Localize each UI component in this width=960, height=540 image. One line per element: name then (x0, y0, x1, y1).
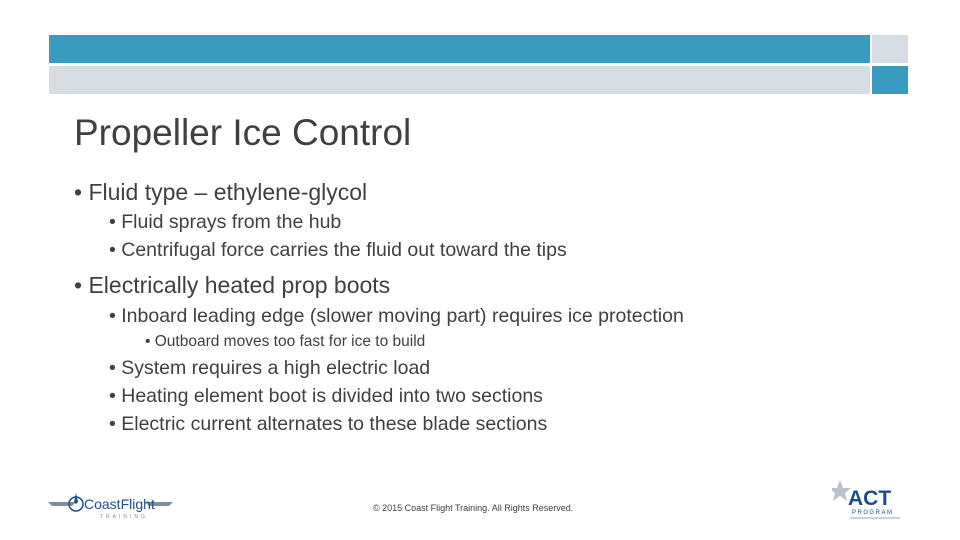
act-program-logo (832, 478, 912, 523)
bullet-level2 (109, 413, 547, 436)
logo-left-text: CoastFlight (84, 496, 155, 512)
bullet-level2 (109, 239, 567, 262)
header-bar-gray-block (872, 35, 908, 63)
bullet-dot: • (74, 272, 83, 298)
bullet-text: Centrifugal force carries the fluid out toward the tips (121, 239, 567, 261)
bullet-text: Outboard moves too fast for ice to build (154, 333, 426, 350)
bullet-text: Fluid sprays from the hub (121, 211, 342, 233)
bullet-text: Inboard leading edge (slower moving part) requires ice protection (121, 305, 684, 327)
bullet-text: Fluid type – ethylene-glycol (88, 179, 368, 205)
header-bar-gray (49, 66, 870, 94)
bullet-level3 (145, 333, 425, 351)
bullet-level2 (109, 357, 430, 380)
bullet-dot: • (109, 413, 116, 435)
bullet-dot: • (109, 385, 116, 407)
logo-left-sub: TRAINING (100, 514, 148, 520)
bullet-level2 (109, 305, 684, 328)
bullet-dot: • (109, 239, 116, 261)
logo-wing-left (48, 502, 76, 506)
bullet-text: Electrically heated prop boots (88, 272, 391, 298)
bullet-level2 (109, 211, 341, 234)
slide-title: Propeller Ice Control (74, 112, 412, 153)
header-bar-blue-block (872, 66, 908, 94)
bullet-dot: • (109, 211, 116, 233)
bullet-level1 (74, 272, 390, 299)
copyright-text: © 2015 Coast Flight Training. All Rights Reserved. (373, 503, 574, 513)
bullet-level2 (109, 385, 543, 408)
bullet-text: Heating element boot is divided into two sections (121, 385, 543, 407)
bullet-dot: • (109, 305, 116, 327)
coastflight-logo (48, 490, 173, 522)
bullet-text: System requires a high electric load (121, 357, 431, 379)
header-bar-blue (49, 35, 870, 63)
bullet-dot: • (74, 179, 83, 205)
logo-star (74, 493, 78, 504)
bullet-level1 (74, 179, 367, 206)
bullet-dot: • (109, 357, 116, 379)
logo-right-sub: PROGRAM (852, 510, 894, 516)
bullet-text: Electric current alternates to these blade sections (121, 413, 548, 435)
bullet-dot: • (145, 333, 151, 350)
logo-right-text: ACT (848, 487, 892, 510)
